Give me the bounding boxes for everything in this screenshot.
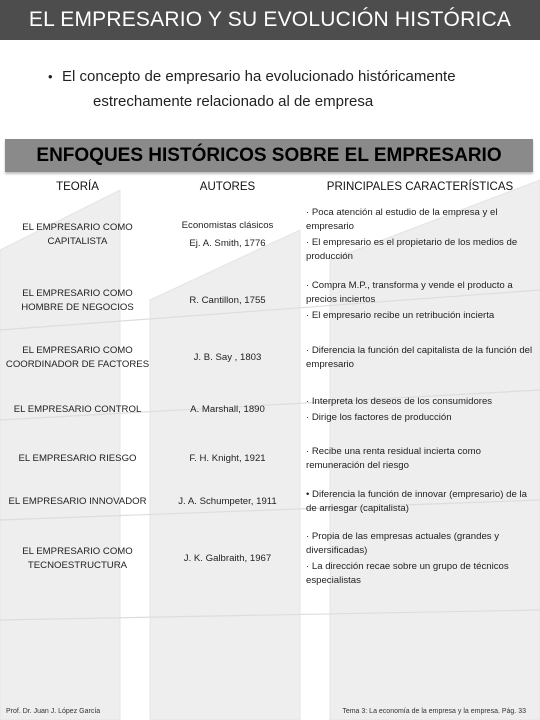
author-line: R. Cantillon, 1755 — [189, 295, 266, 306]
feature-item: · Diferencia la función del capitalista de la función del empresario — [306, 345, 533, 370]
column-header-authors: AUTORES — [199, 181, 256, 193]
table-row — [5, 203, 535, 267]
feature-item: • Diferencia la función de innovar (empresario) de la de arriesgar (capitalista) — [306, 489, 527, 514]
features-cell — [306, 528, 534, 590]
feature-item: · Propia de las empresas actuales (grandes y diversificadas) — [306, 531, 500, 556]
theory-cell: EL EMPRESARIO COMO HOMBRE DE NEGOCIOS — [21, 288, 134, 313]
features-cell — [306, 485, 534, 519]
feature-item: · La dirección recae sobre un grupo de técnicos especialistas — [306, 561, 509, 586]
theory-cell: EL EMPRESARIO INNOVADOR — [8, 496, 147, 507]
authors-cell — [165, 528, 290, 590]
feature-item: · Compra M.P., transforma y vende el producto a precios inciertos — [306, 280, 513, 305]
author-line: J. B. Say , 1803 — [193, 352, 262, 363]
table-row — [5, 528, 535, 590]
authors-cell — [165, 276, 290, 326]
feature-item: · Dirige los factores de producción — [306, 412, 452, 423]
features-cell — [306, 336, 534, 380]
table-row — [5, 336, 535, 380]
authors-cell — [165, 392, 290, 428]
authors-cell — [165, 485, 290, 519]
author-line: F. H. Knight, 1921 — [189, 453, 266, 464]
author-line: J. K. Galbraith, 1967 — [183, 553, 272, 564]
theory-cell: EL EMPRESARIO COMO COORDINADOR DE FACTORES — [5, 345, 150, 370]
table-row — [5, 442, 535, 476]
theory-cell: EL EMPRESARIO CONTROL — [13, 404, 142, 415]
intro-line-2: estrechamente relacionado al de empresa — [93, 93, 374, 110]
bullet-icon: • — [48, 69, 53, 84]
intro-text — [48, 64, 508, 114]
authors-cell — [165, 336, 290, 380]
feature-item: · El empresario es el propietario de los medios de producción — [306, 237, 518, 262]
features-cell — [306, 203, 534, 267]
table-title: ENFOQUES HISTÓRICOS SOBRE EL EMPRESARIO — [5, 139, 533, 172]
intro-bullet-line — [48, 64, 508, 89]
author-line: A. Marshall, 1890 — [190, 404, 265, 415]
footer-page-info: Tema 3: La economía de la empresa y la empresa. Pág. 33 — [342, 708, 526, 715]
table-row — [5, 276, 535, 326]
feature-item: · Recibe una renta residual incierta como remuneración del riesgo — [306, 446, 481, 471]
table-row — [5, 485, 535, 519]
features-cell — [306, 392, 534, 428]
theory-cell: EL EMPRESARIO RIESGO — [18, 453, 137, 464]
footer-author: Prof. Dr. Juan J. López García — [6, 708, 101, 715]
column-header-theory: TEORÍA — [56, 181, 99, 193]
theory-cell: EL EMPRESARIO COMO CAPITALISTA — [22, 222, 133, 247]
page-title: EL EMPRESARIO Y SU EVOLUCIÓN HISTÓRICA — [0, 0, 540, 40]
feature-item: · El empresario recibe un retribución incierta — [306, 310, 495, 321]
author-line: J. A. Schumpeter, 1911 — [178, 496, 277, 507]
features-cell — [306, 276, 534, 326]
author-line: Ej. A. Smith, 1776 — [189, 238, 266, 249]
features-cell — [306, 442, 534, 476]
column-header-features: PRINCIPALES CARACTERÍSTICAS — [326, 181, 514, 193]
table-row — [5, 392, 535, 428]
feature-item: · Poca atención al estudio de la empresa y el empresario — [306, 207, 498, 232]
author-line: Economistas clásicos — [181, 220, 274, 231]
theory-cell: EL EMPRESARIO COMO TECNOESTRUCTURA — [22, 546, 133, 571]
authors-cell — [165, 203, 290, 267]
feature-item: · Interpreta los deseos de los consumidores — [306, 396, 493, 407]
authors-cell — [165, 442, 290, 476]
intro-line-1: El concepto de empresario ha evolucionado históricamente — [62, 68, 456, 85]
